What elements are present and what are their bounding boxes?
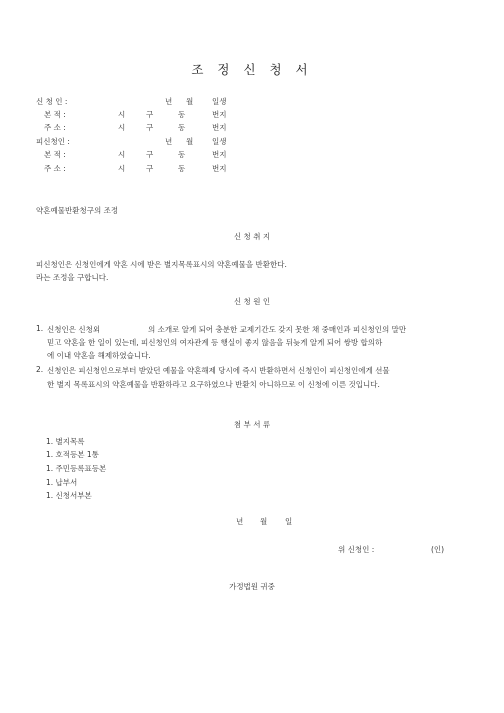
attachments-heading: 첨 부 서 류 [233, 420, 271, 429]
applicant-address-label: 주 소 : [44, 123, 66, 132]
case-name: 약혼예물반환청구의 조정 [36, 206, 119, 215]
respondent-label: 피신청인 : [36, 137, 70, 146]
respondent-address-label: 주 소 : [44, 164, 66, 173]
attachment-item: 1. 납부서 [46, 478, 78, 487]
cause-item-1-line-1a: 신청인은 신청외 [47, 325, 101, 334]
cause-item-2-number: 2. [36, 365, 44, 374]
purpose-heading: 신 청 취 지 [233, 232, 271, 241]
signature-seal: (인) [431, 545, 445, 554]
signature-label: 위 신청인 : [338, 545, 375, 554]
applicant-address-gu: 구 [146, 123, 154, 132]
applicant-address-beonji: 번지 [212, 123, 227, 132]
attachment-item: 1. 주민등록표등본 [46, 464, 107, 473]
cause-item-1-line-2: 믿고 약혼을 한 일이 있는데, 피신청인의 여자관계 등 행실이 좋지 않음을 뒤늦게 알게 되어 쌍방 합의하 [47, 338, 383, 347]
attachment-item: 1. 호적등본 1통 [46, 450, 99, 459]
applicant-address-si: 시 [118, 123, 126, 132]
applicant-birth-day: 일생 [212, 97, 227, 106]
applicant-address-dong: 동 [178, 123, 186, 132]
date-year: 년 [236, 517, 244, 526]
purpose-line-2: 라는 조정을 구합니다. [36, 273, 109, 282]
respondent-domicile-si: 시 [118, 150, 126, 159]
cause-item-1-number: 1. [36, 324, 44, 333]
respondent-domicile-label: 본 적 : [44, 150, 66, 159]
respondent-birth-day: 일생 [212, 137, 227, 146]
respondent-domicile-gu: 구 [146, 150, 154, 159]
applicant-domicile-beonji: 번지 [212, 110, 227, 119]
applicant-domicile-dong: 동 [178, 110, 186, 119]
respondent-domicile-dong: 동 [178, 150, 186, 159]
court-addressee: 가정법원 귀중 [229, 582, 275, 591]
respondent-address-gu: 구 [146, 164, 154, 173]
respondent-address-dong: 동 [178, 164, 186, 173]
attachment-item: 1. 신청서부본 [46, 491, 92, 500]
applicant-domicile-si: 시 [118, 110, 126, 119]
respondent-birth-month: 월 [186, 137, 194, 146]
applicant-domicile-label: 본 적 : [44, 110, 66, 119]
cause-item-1-line-3: 에 이내 약혼을 해제하였습니다. [47, 351, 151, 360]
respondent-address-si: 시 [118, 164, 126, 173]
applicant-birth-year: 년 [165, 97, 173, 106]
date-day: 일 [285, 517, 293, 526]
respondent-domicile-beonji: 번지 [212, 150, 227, 159]
document-title: 조 정 신 청 서 [191, 62, 313, 77]
applicant-birth-month: 월 [186, 97, 194, 106]
attachment-item: 1. 별지목록 [46, 437, 85, 446]
purpose-line-1: 피신청인은 신청인에게 약혼 시에 받은 별지목록표시의 약혼예물을 반환한다. [36, 260, 287, 269]
cause-heading: 신 청 원 인 [233, 297, 271, 306]
respondent-birth-year: 년 [165, 137, 173, 146]
date-month: 월 [260, 517, 268, 526]
cause-item-2-line-2: 한 별지 목록표시의 약혼예물을 반환하라고 요구하였으나 반환치 아니하므로 이 신청에 이른 것입니다. [47, 380, 380, 389]
applicant-label: 신 청 인 : [36, 97, 68, 106]
cause-item-2-line-1: 신청인은 피신청인으로부터 받았던 예물을 약혼해제 당시에 즉시 반환하면서 신청인이 피신청인에게 선물 [47, 366, 390, 375]
cause-item-1-line-1b: 의 소개로 알게 되어 충분한 교제기간도 갖지 못한 채 중매인과 피신청인의 말만 [148, 325, 407, 334]
respondent-address-beonji: 번지 [212, 164, 227, 173]
applicant-domicile-gu: 구 [146, 110, 154, 119]
